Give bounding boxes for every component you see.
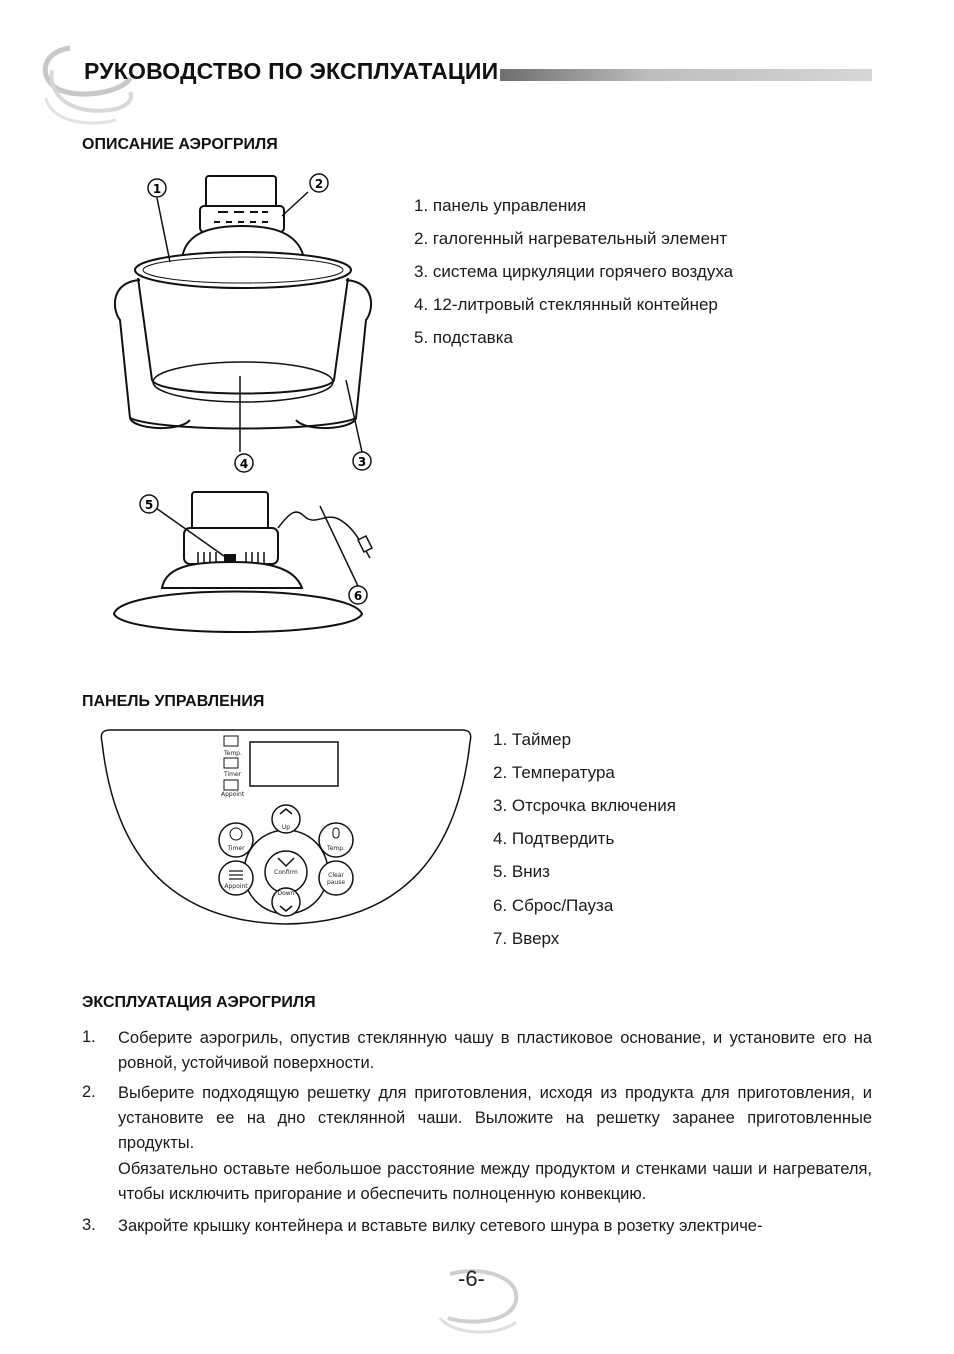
list-item: 1. панель управления [414, 196, 587, 215]
callout-6: 6 [353, 589, 363, 603]
title-underline-bar [500, 69, 872, 81]
list-item: 1. Таймер [493, 730, 572, 749]
pause-button-label: pause [326, 879, 346, 886]
indicator-temp-label: Temp. [224, 750, 242, 757]
list-item: 5. подставка [414, 328, 513, 347]
section-heading-operation: ЭКСПЛУАТАЦИЯ АЭРОГРИЛЯ [82, 994, 316, 1011]
callout-2: 2 [314, 177, 324, 191]
section-heading-control-panel: ПАНЕЛЬ УПРАВЛЕНИЯ [82, 693, 265, 710]
control-panel-diagram [100, 722, 472, 932]
page-number: -6- [458, 1266, 485, 1291]
appoint-button-label: Appoint [224, 883, 248, 890]
header-swirl-decoration [30, 40, 140, 130]
step-note-text: Обязательно оставьте небольшое расстояние между продуктом и стенками чаши и нагревателя, чтобы исключить пригорание и обеспечить полноценную конвекцию. [118, 1160, 872, 1203]
clear-button-label: Clear [328, 872, 344, 879]
down-button-label: Down [277, 890, 295, 897]
step-number: 3. [82, 1216, 96, 1234]
indicator-timer-label: Timer [224, 771, 242, 778]
list-item: 3. Отсрочка включения [493, 796, 676, 815]
aerogrill-diagram [100, 170, 390, 480]
list-item: 5. Вниз [493, 862, 550, 881]
callout-4: 4 [239, 457, 249, 471]
aerogrill-lid-diagram [100, 488, 390, 648]
step-number: 1. [82, 1028, 96, 1046]
timer-button-label: Timer [227, 845, 245, 852]
up-button-label: Up [281, 824, 291, 831]
list-item: 6. Сброс/Пауза [493, 896, 614, 915]
list-item: 3. система циркуляции горячего воздуха [414, 262, 734, 281]
step-number: 2. [82, 1083, 96, 1101]
list-item: 2. Температура [493, 763, 615, 782]
callout-5: 5 [144, 498, 154, 512]
page-title: РУКОВОДСТВО ПО ЭКСПЛУАТАЦИИ [84, 58, 499, 84]
step-text: Выберите подходящую решетку для приготовления, исходя из продукта для приготовления, и установите ее на дно стеклянной чаши. Выложите на решетку заранее приготовленные продукты. [118, 1084, 872, 1152]
step-text: Закройте крышку контейнера и вставьте вилку сетевого шнура в розетку электриче- [118, 1217, 763, 1235]
callout-1: 1 [152, 182, 162, 196]
list-item: 4. Подтвердить [493, 829, 615, 848]
temp-button-label: Temp. [327, 845, 345, 852]
step-text: Соберите аэрогриль, опустив стеклянную чашу в пластиковое основание, и установите его на ровной, устойчивой поверхности. [118, 1029, 872, 1072]
list-item: 7. Вверх [493, 929, 560, 948]
confirm-button-label: Confirm [274, 869, 298, 876]
list-item: 2. галогенный нагревательный элемент [414, 229, 728, 248]
section-heading-description: ОПИСАНИЕ АЭРОГРИЛЯ [82, 136, 278, 153]
callout-3: 3 [357, 455, 367, 469]
indicator-appoint-label: Appoint [221, 791, 245, 798]
list-item: 4. 12-литровый стеклянный контейнер [414, 295, 718, 314]
